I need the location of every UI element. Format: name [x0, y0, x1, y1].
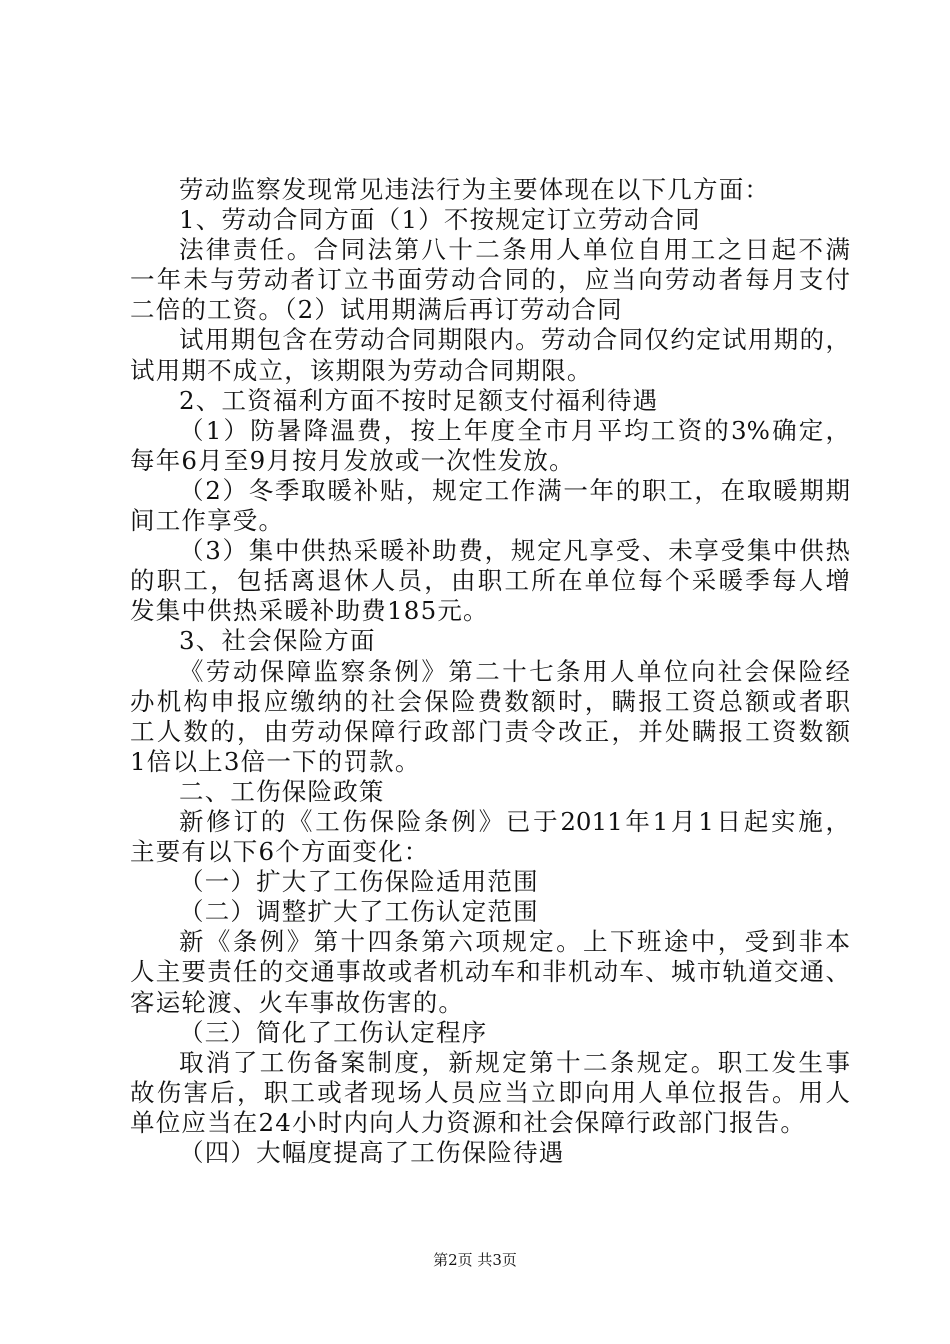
paragraph-line: 新《条例》第十四条第六项规定。上下班途中，受到非本 [179, 927, 850, 957]
paragraph-line: （1）防暑降温费，按上年度全市月平均工资的3%确定， [179, 415, 850, 445]
paragraph-line: 《劳动保障监察条例》第二十七条用人单位向社会保险经 [179, 656, 850, 686]
sub-heading: （二）调整扩大了工伤认定范围 [179, 897, 539, 927]
paragraph-line: 单位应当在24小时内向人力资源和社会保障行政部门报告。 [130, 1107, 807, 1137]
paragraph-line: 人主要责任的交通事故或者机动车和非机动车、城市轨道交通、 [130, 957, 850, 987]
paragraph-line: 新修订的《工伤保险条例》已于2011年1月1日起实施， [179, 806, 850, 836]
paragraph-line: 办机构申报应缴纳的社会保险费数额时，瞒报工资总额或者职 [130, 686, 850, 716]
paragraph-line: 法律责任。合同法第八十二条用人单位自用工之日起不满 [179, 235, 850, 265]
paragraph-line: （3）集中供热采暖补助费，规定凡享受、未享受集中供热 [179, 536, 850, 566]
sub-heading: （三）简化了工伤认定程序 [179, 1017, 488, 1047]
paragraph-line: 劳动监察发现常见违法行为主要体现在以下几方面： [179, 175, 771, 204]
paragraph-line: 每年6月至9月按月发放或一次性发放。 [130, 445, 575, 475]
section-heading: 二、工伤保险政策 [179, 776, 385, 806]
paragraph-line: 主要有以下6个方面变化： [130, 837, 430, 867]
page-number-footer: 第2页 共3页 [433, 1251, 517, 1269]
paragraph-line: 客运轮渡、火车事故伤害的。 [130, 987, 465, 1017]
document-body [130, 175, 850, 1168]
paragraph-line: 试用期不成立，该期限为劳动合同期限。 [130, 355, 593, 385]
paragraph-line: 故伤害后，职工或者现场人员应当立即向用人单位报告。用人 [130, 1077, 850, 1107]
sub-heading: （一）扩大了工伤保险适用范围 [179, 867, 539, 897]
sub-heading: （四）大幅度提高了工伤保险待遇 [179, 1138, 565, 1167]
section-heading: 1、劳动合同方面（1）不按规定订立劳动合同 [179, 205, 701, 235]
paragraph-line: 间工作享受。 [130, 506, 285, 536]
section-heading: 3、社会保险方面 [179, 626, 376, 656]
paragraph-line: 二倍的工资。（2）试用期满后再订劳动合同 [130, 295, 623, 325]
paragraph-line: 一年未与劳动者订立书面劳动合同的，应当向劳动者每月支付 [130, 265, 850, 295]
paragraph-line: 1倍以上3倍一下的罚款。 [130, 746, 421, 776]
paragraph-line: 的职工，包括离退休人员，由职工所在单位每个采暖季每人增 [130, 566, 850, 596]
section-heading: 2、工资福利方面不按时足额支付福利待遇 [179, 385, 659, 415]
paragraph-line: 工人数的，由劳动保障行政部门责令改正，并处瞒报工资数额 [130, 716, 850, 746]
paragraph-line: （2）冬季取暖补贴，规定工作满一年的职工，在取暖期期 [179, 475, 850, 505]
paragraph-line: 取消了工伤备案制度，新规定第十二条规定。职工发生事 [179, 1047, 850, 1077]
paragraph-line: 发集中供热采暖补助费185元。 [130, 596, 489, 626]
paragraph-line: 试用期包含在劳动合同期限内。劳动合同仅约定试用期的， [179, 325, 850, 355]
